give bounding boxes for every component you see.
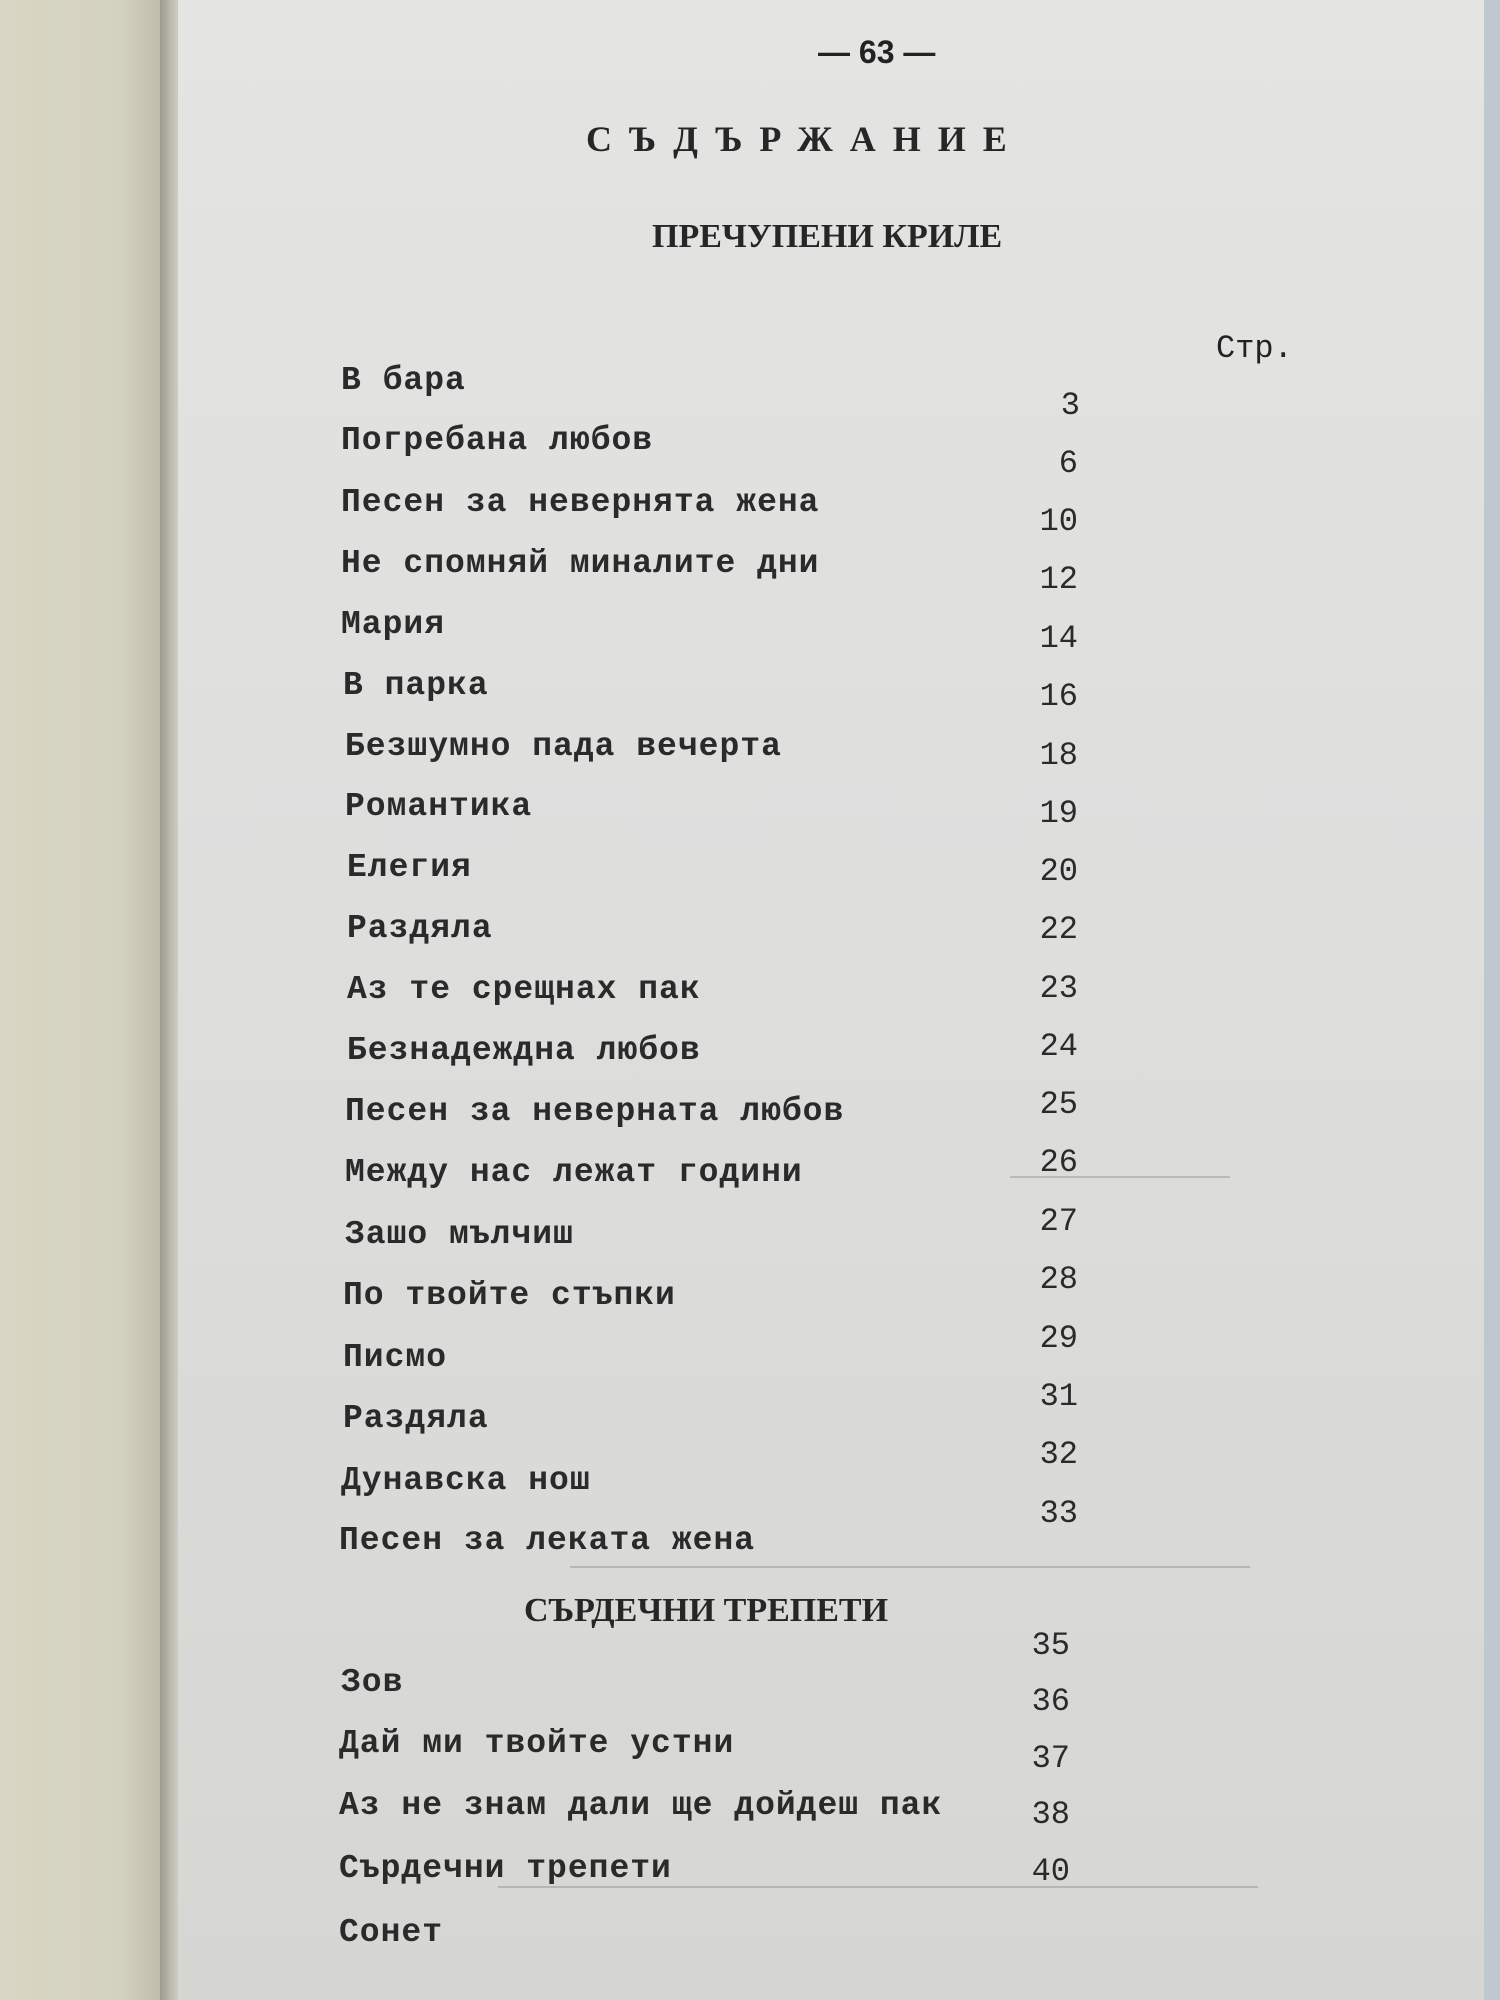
- page-number: — 63 —: [818, 34, 936, 70]
- toc-entry-page: 19: [1039, 795, 1078, 832]
- toc-entry-page: 35: [1031, 1627, 1070, 1664]
- toc-entry-title: Мария: [341, 606, 446, 643]
- toc-entry-page: 38: [1031, 1796, 1070, 1833]
- toc-entry-title: По твойте стъпки: [343, 1277, 676, 1314]
- section-heading-2: СЪРДЕЧНИ ТРЕПЕТИ: [524, 1592, 889, 1629]
- toc-entry-title: Зашо мълчиш: [345, 1216, 574, 1253]
- toc-entry-page: 14: [1039, 620, 1078, 657]
- toc-entry-page: 37: [1031, 1740, 1070, 1777]
- toc-entry-title: Песен за леката жена: [339, 1522, 756, 1559]
- contents-heading: СЪДЪРЖАНИЕ: [586, 119, 1024, 159]
- toc-entry-title: Песен за неверната любов: [345, 1093, 845, 1130]
- section-heading-1: ПРЕЧУПЕНИ КРИЛЕ: [652, 218, 1003, 255]
- toc-entry-title: Безшумно пада вечерта: [345, 728, 782, 765]
- toc-entry-page: 6: [1058, 445, 1078, 482]
- toc-entry-page: 28: [1039, 1261, 1078, 1298]
- toc-entry-title: Песен за невернята жена: [341, 484, 820, 521]
- toc-entry-title: Аз те срещнах пак: [347, 971, 701, 1008]
- toc-entry-page: 26: [1039, 1144, 1078, 1181]
- page-column-label: Стр.: [1216, 330, 1293, 367]
- toc-entry-page: 23: [1039, 970, 1078, 1007]
- toc-entry-title: Писмо: [343, 1339, 448, 1376]
- toc-entry-title: Дай ми твойте устни: [339, 1725, 735, 1762]
- toc-entry-title: Сърдечни трепети: [339, 1850, 672, 1887]
- toc-entry-title: Аз не знам дали ще дойдеш пак: [339, 1787, 943, 1824]
- toc-entry-page: 3: [1060, 387, 1080, 424]
- toc-entry-title: Елегия: [347, 849, 472, 886]
- toc-entry-page: 10: [1039, 503, 1078, 540]
- toc-entry-title: Романтика: [345, 788, 533, 825]
- toc-entry-title: Между нас лежат години: [345, 1154, 803, 1191]
- background-edge: [1484, 0, 1500, 2000]
- toc-entry-page: 16: [1039, 678, 1078, 715]
- toc-entry-page: 20: [1039, 853, 1078, 890]
- toc-entry-page: 22: [1039, 911, 1078, 948]
- toc-entry-page: 40: [1031, 1853, 1070, 1890]
- toc-entry-title: Раздяла: [343, 1400, 489, 1437]
- toc-entry-page: 24: [1039, 1028, 1078, 1065]
- toc-entry-title: В парка: [343, 667, 489, 704]
- toc-entry-page: 36: [1031, 1683, 1070, 1720]
- toc-entry-title: Зов: [341, 1664, 404, 1701]
- toc-entry-page: 27: [1039, 1203, 1078, 1240]
- toc-entry-page: 31: [1039, 1378, 1078, 1415]
- facing-page-edge: [0, 0, 172, 2000]
- toc-entry-title: Погребана любов: [341, 422, 654, 459]
- toc-entry-page: 18: [1039, 737, 1078, 774]
- page-crease-line: [570, 1566, 1250, 1568]
- toc-entry-title: Раздяла: [347, 910, 493, 947]
- toc-entry-page: 29: [1039, 1320, 1078, 1357]
- toc-entry-page: 33: [1039, 1495, 1078, 1532]
- toc-entry-page: 32: [1039, 1436, 1078, 1473]
- toc-entry-page: 25: [1039, 1086, 1078, 1123]
- toc-entry-title: В бара: [341, 362, 466, 399]
- toc-entry-title: Сонет: [339, 1914, 444, 1951]
- toc-entry-page: 12: [1039, 561, 1078, 598]
- toc-entry-title: Безнадеждна любов: [347, 1032, 701, 1069]
- toc-entry-title: Дунавска нош: [341, 1462, 591, 1499]
- toc-entry-title: Не спомняй миналите дни: [341, 545, 820, 582]
